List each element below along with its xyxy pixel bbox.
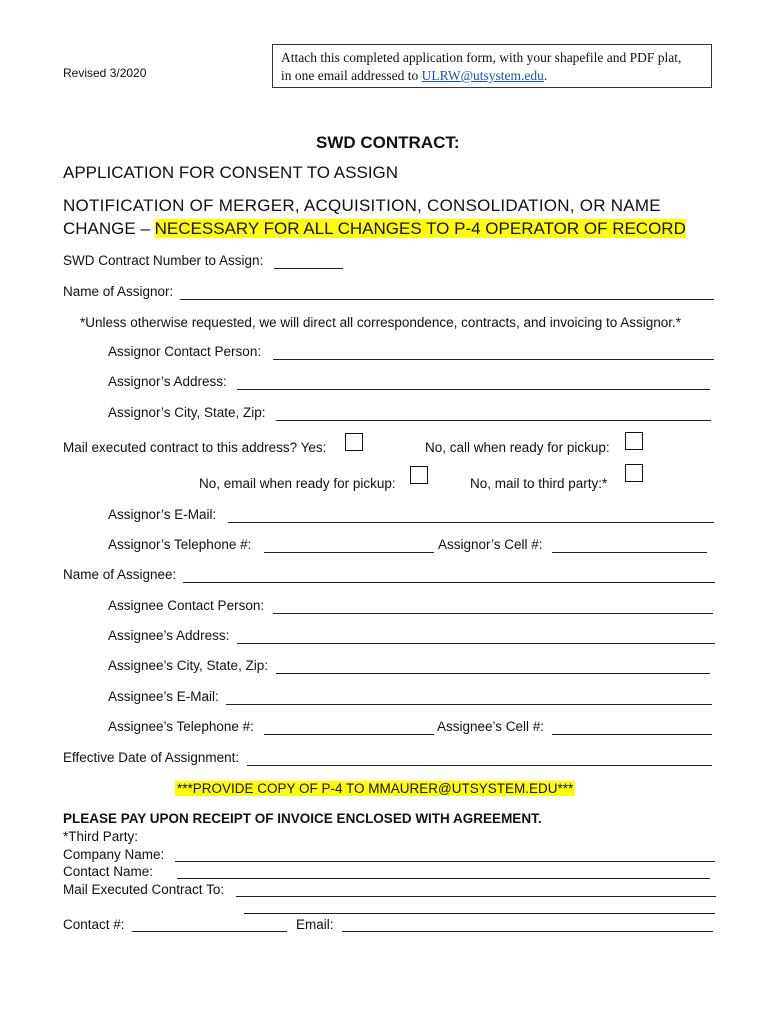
label-assignor-cell: Assignor’s Cell #:: [438, 537, 543, 552]
label-contract-number: SWD Contract Number to Assign:: [63, 253, 264, 268]
assignor-phone-field[interactable]: [264, 552, 434, 553]
mail-yes-checkbox[interactable]: [345, 433, 363, 451]
label-assignor-name: Name of Assignor:: [63, 284, 174, 299]
assignor-address-field[interactable]: [237, 389, 710, 390]
assignor-name-field[interactable]: [180, 299, 714, 300]
heading-change-prefix: CHANGE –: [63, 219, 155, 238]
label-third-party-email: Email:: [296, 917, 334, 932]
call-pickup-checkbox[interactable]: [625, 432, 643, 450]
notice-line-1: Attach this completed application form, with your shapefile and PDF plat,: [281, 50, 682, 65]
heading-consent: APPLICATION FOR CONSENT TO ASSIGN: [63, 163, 399, 182]
label-assignee-city: Assignee’s City, State, Zip:: [108, 658, 269, 673]
notice-line-2: [281, 67, 703, 85]
third-party-email-field[interactable]: [342, 931, 713, 932]
assignee-address-field[interactable]: [237, 643, 715, 644]
label-assignee-address: Assignee’s Address:: [108, 628, 230, 643]
label-call-pickup: No, call when ready for pickup:: [425, 440, 610, 455]
notice-email-link[interactable]: ULRW@utsystem.edu: [421, 68, 544, 83]
assignor-email-field[interactable]: [228, 522, 714, 523]
assignee-city-field[interactable]: [276, 673, 710, 674]
provide-p4-notice: ***PROVIDE COPY OF P-4 TO MMAURER@UTSYSTEM.EDU***: [177, 781, 574, 796]
assignee-phone-field[interactable]: [264, 734, 434, 735]
label-assignor-phone: Assignor’s Telephone #:: [108, 537, 252, 552]
label-contact-number: Contact #:: [63, 917, 125, 932]
assignor-cell-field[interactable]: [552, 552, 707, 553]
company-name-field[interactable]: [175, 861, 715, 862]
label-assignee-email: Assignee’s E-Mail:: [108, 689, 219, 704]
notice-line-2-suffix: .: [543, 68, 548, 83]
label-assignor-city: Assignor’s City, State, Zip:: [108, 405, 266, 420]
pay-upon-receipt-notice: PLEASE PAY UPON RECEIPT OF INVOICE ENCLOSED WITH AGREEMENT.: [63, 811, 542, 826]
label-assignor-email: Assignor’s E-Mail:: [108, 507, 217, 522]
heading-highlight: NECESSARY FOR ALL CHANGES TO P-4 OPERATOR OF RECORD: [154, 219, 686, 238]
assignee-cell-field[interactable]: [552, 734, 712, 735]
label-assignor-address: Assignor’s Address:: [108, 374, 227, 389]
assignee-contact-field[interactable]: [273, 613, 713, 614]
notice-line-2-prefix: in one email addressed to: [281, 68, 422, 83]
label-assignor-contact: Assignor Contact Person:: [108, 344, 262, 359]
contact-name-field[interactable]: [177, 878, 710, 879]
third-party-checkbox[interactable]: [625, 464, 643, 482]
effective-date-field[interactable]: [247, 765, 712, 766]
assignee-name-field[interactable]: [183, 582, 715, 583]
revised-date: Revised 3/2020: [63, 66, 147, 80]
email-pickup-checkbox[interactable]: [410, 466, 428, 484]
contract-number-field[interactable]: [274, 268, 343, 269]
label-effective-date: Effective Date of Assignment:: [63, 750, 240, 765]
form-title: SWD CONTRACT:: [316, 133, 460, 152]
label-company-name: Company Name:: [63, 847, 165, 862]
label-contact-name: Contact Name:: [63, 864, 154, 879]
heading-notification-line2: [63, 219, 686, 239]
mail-executed-to-field-line2[interactable]: [244, 913, 715, 914]
contact-number-field[interactable]: [132, 931, 287, 932]
label-assignee-contact: Assignee Contact Person:: [108, 598, 265, 613]
mail-executed-to-field[interactable]: [236, 896, 716, 897]
assignee-email-field[interactable]: [226, 704, 712, 705]
label-assignee-phone: Assignee’s Telephone #:: [108, 719, 254, 734]
label-third-party: No, mail to third party:*: [470, 476, 608, 491]
label-email-pickup: No, email when ready for pickup:: [199, 476, 396, 491]
assignor-contact-field[interactable]: [273, 359, 714, 360]
label-mail-yes: Mail executed contract to this address? Yes:: [63, 440, 327, 455]
label-assignee-cell: Assignee’s Cell #:: [437, 719, 545, 734]
third-party-heading: *Third Party:: [63, 829, 139, 844]
label-mail-executed-to: Mail Executed Contract To:: [63, 882, 225, 897]
correspondence-note: *Unless otherwise requested, we will direct all correspondence, contracts, and invoicing to Assignor.*: [80, 315, 682, 330]
label-assignee-name: Name of Assignee:: [63, 567, 177, 582]
heading-notification-line1: NOTIFICATION OF MERGER, ACQUISITION, CONSOLIDATION, OR NAME: [63, 196, 661, 215]
assignor-city-field[interactable]: [276, 420, 711, 421]
attachment-notice-box: [272, 44, 712, 88]
